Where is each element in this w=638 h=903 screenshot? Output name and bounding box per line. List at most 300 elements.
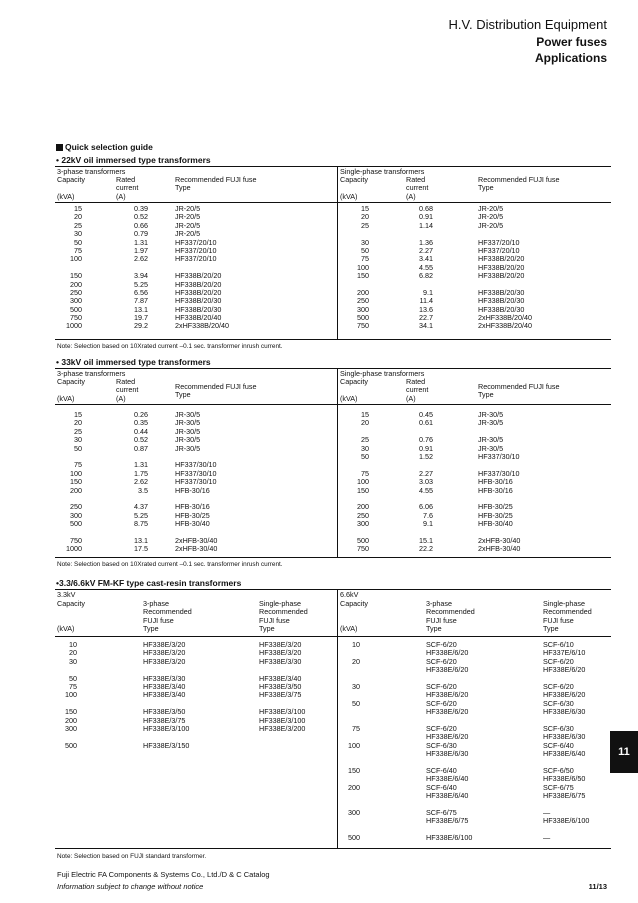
table-cell: 9.1 — [423, 287, 433, 297]
s2-right-cap-hdr: Capacity (kVA) — [340, 377, 368, 403]
table-cell: 2.27 — [419, 245, 433, 255]
table-cell: HFB-30/25 — [478, 502, 513, 512]
table-cell: HF338E/3/30 — [259, 656, 302, 666]
header-category: H.V. Distribution Equipment — [448, 17, 607, 32]
table-cell: HF338E/6/30 — [543, 732, 586, 742]
table-cell: HF338E/6/100 — [426, 832, 473, 842]
table-cell: 1.31 — [134, 460, 148, 470]
table-cell: 50 — [74, 237, 82, 247]
table-cell: 3.03 — [419, 477, 433, 487]
table-cell: 15 — [361, 204, 369, 213]
table-cell: 150 — [65, 707, 77, 717]
table-cell: SCF-6/20 — [426, 656, 457, 666]
table-cell: HF338E/3/200 — [259, 723, 306, 733]
s2-left-cur-col — [115, 411, 148, 554]
table-cell: 100 — [70, 468, 82, 478]
section3-divider — [337, 589, 338, 848]
table-cell: 20 — [361, 212, 369, 222]
guide-title-text: Quick selection guide — [65, 142, 153, 152]
table-cell: 7.6 — [423, 510, 433, 520]
s1-left-cap-col — [55, 205, 82, 331]
table-cell: HF338E/6/75 — [426, 816, 469, 826]
table-cell: 200 — [357, 287, 369, 297]
table-cell: HF338E/3/100 — [259, 715, 306, 725]
section1-top-rule — [55, 166, 611, 167]
table-cell: HF338E/3/20 — [259, 640, 302, 649]
table-cell: 200 — [65, 715, 77, 725]
table-cell: 300 — [70, 510, 82, 520]
table-cell: HF338B/20/30 — [478, 304, 525, 314]
table-cell: 1.36 — [419, 237, 433, 247]
table-cell: SCF-6/20 — [426, 698, 457, 708]
table-cell: HF338E/3/100 — [259, 707, 306, 717]
table-cell: 750 — [70, 535, 82, 545]
table-cell: 2xHFB-30/40 — [175, 535, 218, 545]
table-cell: HF337E/6/10 — [543, 648, 586, 658]
table-cell: SCF-6/30 — [543, 698, 574, 708]
table-cell: 100 — [357, 477, 369, 487]
section1-bottom-rule — [55, 339, 611, 340]
table-cell: 500 — [357, 313, 369, 323]
square-bullet-icon — [56, 144, 63, 151]
section3-bottom-rule — [55, 848, 611, 849]
table-cell: 1000 — [66, 321, 82, 331]
table-cell: 2xHFB-30/40 — [478, 535, 521, 545]
table-cell: SCF-6/40 — [543, 740, 574, 750]
table-cell: 30 — [352, 681, 360, 691]
table-cell: 20 — [352, 656, 360, 666]
table-cell: 4.55 — [419, 485, 433, 495]
table-cell: 6.82 — [419, 271, 433, 281]
table-cell: HF338B/20/20 — [175, 287, 222, 297]
header-title: Power fuses — [536, 35, 607, 49]
table-cell: 8.75 — [134, 519, 148, 529]
table-cell: JR-20/5 — [175, 212, 201, 222]
table-cell: 200 — [357, 502, 369, 512]
table-cell: 0.66 — [134, 220, 148, 230]
table-cell: 0.91 — [419, 212, 433, 222]
table-cell: 15 — [74, 410, 82, 419]
table-cell: JR-30/5 — [478, 435, 504, 445]
table-cell: HF338E/6/40 — [426, 774, 469, 784]
table-cell: 50 — [74, 443, 82, 453]
section3-title: •3.3/6.6kV FM-KF type cast-resin transformers — [56, 578, 242, 588]
table-cell — [340, 817, 360, 825]
section1-title: • 22kV oil immersed type transformers — [56, 155, 211, 165]
table-cell: HFB-30/16 — [478, 477, 513, 487]
table-cell: 25 — [74, 426, 82, 436]
table-cell: 50 — [361, 451, 369, 461]
section2-divider — [337, 368, 338, 557]
s2-left-cap-col — [55, 411, 82, 554]
table-cell: JR-30/5 — [175, 443, 201, 453]
s2-left-cap-hdr: Capacity (kVA) — [57, 377, 85, 403]
table-cell: 75 — [361, 254, 369, 264]
s1-right-fuse-hdr: Recommended FUJI fuse Type — [478, 175, 560, 193]
s3-left-p3-col — [143, 641, 189, 750]
table-cell: 100 — [70, 254, 82, 264]
table-cell: JR-30/5 — [478, 410, 504, 419]
table-cell: 75 — [352, 723, 360, 733]
table-cell: 0.52 — [134, 212, 148, 222]
s1-right-cap-hdr: Capacity (kVA) — [340, 175, 368, 201]
table-cell: 150 — [348, 765, 360, 775]
table-cell: 15 — [74, 204, 82, 213]
table-cell: 0.26 — [134, 410, 148, 419]
table-cell: 200 — [348, 782, 360, 792]
table-cell: HF337/30/10 — [175, 477, 217, 487]
table-cell: HF338E/6/20 — [543, 665, 586, 675]
table-cell: 0.39 — [134, 204, 148, 213]
table-cell: HF337/30/10 — [175, 460, 217, 470]
table-cell: SCF-6/75 — [426, 807, 457, 817]
table-cell: HF337/20/10 — [478, 245, 520, 255]
table-cell: HF337/30/10 — [478, 451, 520, 461]
table-cell: HF338B/20/30 — [478, 296, 525, 306]
table-cell: HF338E/3/30 — [143, 673, 186, 683]
table-cell: 50 — [69, 673, 77, 683]
table-cell: 15 — [361, 410, 369, 419]
s1-left-fuse-hdr: Recommended FUJI fuse Type — [175, 175, 257, 193]
table-cell: HF338E/6/20 — [426, 665, 469, 675]
section2-bottom-rule — [55, 557, 611, 558]
table-cell: HF338E/3/50 — [259, 681, 302, 691]
table-cell: HF338E/6/20 — [426, 690, 469, 700]
table-cell: HF338E/3/100 — [143, 723, 190, 733]
table-cell: SCF-6/75 — [543, 782, 574, 792]
table-cell: HF337/20/10 — [175, 254, 217, 264]
table-cell: 3.41 — [419, 254, 433, 264]
s2-right-type-col — [478, 411, 520, 554]
section2-title: • 33kV oil immersed type transformers — [56, 357, 211, 367]
s3-left-p1-hdr: Single-phase Recommended FUJI fuse Type — [259, 599, 308, 634]
table-cell: 29.2 — [134, 321, 148, 331]
table-cell: 300 — [65, 723, 77, 733]
table-cell: 75 — [74, 245, 82, 255]
table-cell — [340, 708, 360, 716]
s3-right-p3-hdr: 3-phase Recommended FUJI fuse Type — [426, 599, 475, 634]
table-cell: 750 — [357, 321, 369, 331]
s1-right-cur-hdr: Rated current (A) — [406, 175, 429, 201]
table-cell: HF338E/3/20 — [143, 648, 186, 658]
table-cell: 2xHF338B/20/40 — [478, 313, 532, 323]
section3-top-rule — [55, 589, 611, 590]
table-cell: 30 — [74, 229, 82, 239]
table-cell: 13.1 — [134, 535, 148, 545]
table-cell: 22.7 — [419, 313, 433, 323]
section3-header-rule — [55, 636, 611, 637]
table-cell: JR-30/5 — [175, 435, 201, 445]
section2-top-rule — [55, 368, 611, 369]
header-subtitle: Applications — [534, 51, 607, 65]
table-cell: 20 — [69, 648, 77, 658]
table-cell: 150 — [70, 477, 82, 487]
table-cell: 4.55 — [419, 262, 433, 272]
table-cell: HF338E/3/20 — [143, 640, 186, 649]
table-cell: HF338E/6/40 — [426, 791, 469, 801]
table-cell: HF338B/20/20 — [478, 254, 525, 264]
table-cell: 0.91 — [419, 443, 433, 453]
table-cell: 25 — [361, 435, 369, 445]
s2-left-cur-hdr: Rated current (A) — [116, 377, 139, 403]
table-cell: HF337/30/10 — [478, 468, 520, 478]
table-cell: 200 — [70, 279, 82, 289]
table-cell: SCF-6/20 — [543, 656, 574, 666]
table-cell: 150 — [357, 271, 369, 281]
table-cell: SCF-6/40 — [426, 782, 457, 792]
table-cell: 0.44 — [134, 426, 148, 436]
table-cell: HFB-30/40 — [478, 519, 513, 529]
table-cell: 10 — [352, 640, 360, 649]
table-cell: 250 — [357, 296, 369, 306]
s3-left-cap-hdr: Capacity (kVA) — [57, 599, 85, 634]
s2-right-group: Single-phase transformers — [340, 369, 425, 378]
table-cell: 0.45 — [419, 410, 433, 419]
table-cell: 30 — [74, 435, 82, 445]
table-cell: SCF-6/20 — [426, 723, 457, 733]
table-cell: HFB-30/40 — [175, 519, 210, 529]
s3-left-cap-col — [55, 641, 77, 750]
table-cell: 300 — [357, 304, 369, 314]
table-cell: 750 — [70, 313, 82, 323]
section1-header-rule — [55, 202, 611, 203]
table-cell: HF338B/20/20 — [478, 271, 525, 281]
table-cell: 500 — [357, 535, 369, 545]
table-cell: HF338B/20/40 — [175, 313, 222, 323]
table-cell: JR-30/5 — [175, 426, 201, 436]
table-cell: 19.7 — [134, 313, 148, 323]
table-cell: 300 — [357, 519, 369, 529]
table-cell: 17.5 — [134, 544, 148, 554]
table-cell: 500 — [348, 832, 360, 842]
table-cell: HF338E/3/40 — [259, 673, 302, 683]
table-cell — [259, 733, 305, 741]
table-cell: HF338B/20/30 — [478, 287, 525, 297]
table-cell: 2.62 — [134, 477, 148, 487]
table-cell: HF338E/6/20 — [426, 648, 469, 658]
table-cell: JR-30/5 — [478, 418, 504, 428]
s2-right-cur-hdr: Rated current (A) — [406, 377, 429, 403]
table-cell: HF338E/3/40 — [143, 690, 186, 700]
table-cell: HF338B/20/20 — [478, 262, 525, 272]
table-cell: 11.4 — [419, 296, 433, 306]
table-cell: 25 — [361, 220, 369, 230]
table-cell: JR-20/5 — [175, 220, 201, 230]
s3-right-cap-hdr: Capacity (kVA) — [340, 599, 368, 634]
s2-right-fuse-hdr: Recommended FUJI fuse Type — [478, 382, 560, 400]
table-cell: 0.68 — [419, 204, 433, 213]
table-cell: HF337/20/10 — [175, 237, 217, 247]
table-cell: — — [543, 832, 551, 842]
s3-left-group: 3.3kV — [57, 590, 76, 599]
table-cell: 75 — [361, 468, 369, 478]
table-cell: 2xHFB-30/40 — [175, 544, 218, 554]
footer-disclaimer: Information subject to change without notice — [57, 882, 204, 891]
table-cell: HF338E/6/20 — [543, 690, 586, 700]
s1-right-cap-col — [340, 205, 369, 331]
table-cell: JR-20/5 — [175, 229, 201, 239]
s2-right-cur-col — [400, 411, 433, 554]
section2-header-rule — [55, 404, 611, 405]
table-cell: SCF-6/40 — [426, 765, 457, 775]
table-cell: 1.52 — [419, 451, 433, 461]
table-cell: SCF-6/30 — [426, 740, 457, 750]
table-cell: HF338E/6/20 — [426, 707, 469, 717]
table-cell: 100 — [357, 262, 369, 272]
table-cell: 2.27 — [419, 468, 433, 478]
table-cell — [340, 666, 360, 674]
table-cell: 9.1 — [423, 519, 433, 529]
table-cell: SCF-6/20 — [426, 640, 457, 649]
table-cell: HF338E/3/150 — [143, 740, 190, 750]
s1-left-type-col — [175, 205, 229, 331]
table-cell — [340, 750, 360, 758]
s2-left-fuse-hdr: Recommended FUJI fuse Type — [175, 382, 257, 400]
chapter-tab: 11 — [610, 731, 638, 773]
table-cell: 34.1 — [419, 321, 433, 331]
table-cell: 1.14 — [419, 220, 433, 230]
table-cell: 0.76 — [419, 435, 433, 445]
footer-company: Fuji Electric FA Components & Systems Co., Ltd./D & C Catalog — [57, 870, 270, 879]
guide-title — [56, 142, 153, 152]
table-cell: 20 — [74, 418, 82, 428]
table-cell: HFB-30/25 — [478, 510, 513, 520]
table-cell: 100 — [65, 690, 77, 700]
table-cell: 22.2 — [419, 544, 433, 554]
table-cell: HF338B/20/30 — [175, 296, 222, 306]
table-cell: SCF-6/10 — [543, 640, 574, 649]
section1-divider — [337, 166, 338, 339]
table-cell: 1.97 — [134, 245, 148, 255]
table-cell: 1.31 — [134, 237, 148, 247]
table-cell: 25 — [74, 220, 82, 230]
s1-left-group: 3-phase transformers — [57, 167, 126, 176]
table-cell: HF338E/6/100 — [543, 816, 590, 826]
table-cell: HF338B/20/20 — [175, 271, 222, 281]
table-cell: 150 — [70, 271, 82, 281]
table-cell: HF338E/3/20 — [259, 648, 302, 658]
table-cell: 500 — [70, 304, 82, 314]
table-cell — [340, 792, 360, 800]
table-cell: 300 — [348, 807, 360, 817]
table-cell: — — [543, 807, 551, 817]
table-cell: SCF-6/20 — [543, 681, 574, 691]
table-cell: JR-30/5 — [175, 410, 201, 419]
s1-right-cur-col — [400, 205, 433, 331]
table-cell — [259, 742, 305, 750]
table-cell: SCF-6/50 — [543, 765, 574, 775]
table-cell: 0.79 — [134, 229, 148, 239]
s1-right-group: Single-phase transformers — [340, 167, 425, 176]
table-cell: 0.35 — [134, 418, 148, 428]
table-cell: HF338E/6/30 — [543, 707, 586, 717]
table-cell: HF338E/6/40 — [543, 749, 586, 759]
table-cell: 500 — [70, 519, 82, 529]
table-cell: JR-20/5 — [478, 204, 504, 213]
table-cell: 30 — [361, 443, 369, 453]
s1-left-cap-hdr: Capacity (kVA) — [57, 175, 85, 201]
s1-right-type-col — [478, 205, 532, 331]
table-cell: 500 — [65, 740, 77, 750]
table-cell: HF337/20/10 — [175, 245, 217, 255]
s3-right-p3-col — [426, 641, 472, 842]
table-cell: HF338E/3/40 — [143, 681, 186, 691]
table-cell: 250 — [70, 502, 82, 512]
table-cell: HF337/30/10 — [175, 468, 217, 478]
table-cell: 2xHF338B/20/40 — [175, 321, 229, 331]
table-cell: 75 — [74, 460, 82, 470]
table-cell: 2xHF338B/20/40 — [478, 321, 532, 331]
table-cell: 10 — [69, 640, 77, 649]
table-cell: 6.06 — [419, 502, 433, 512]
table-cell: 200 — [70, 485, 82, 495]
table-cell: 5.25 — [134, 279, 148, 289]
table-cell: JR-20/5 — [478, 212, 504, 222]
table-cell: 30 — [361, 237, 369, 247]
table-cell: HF337/20/10 — [478, 237, 520, 247]
table-cell: HF338E/3/75 — [259, 690, 302, 700]
table-cell: HF338E/6/50 — [543, 774, 586, 784]
table-cell: HFB-30/16 — [175, 502, 210, 512]
table-cell: 150 — [357, 485, 369, 495]
table-cell: HF338E/3/20 — [143, 656, 186, 666]
table-cell: 2.62 — [134, 254, 148, 264]
s2-right-cap-col — [340, 411, 369, 554]
table-cell: SCF-6/20 — [426, 681, 457, 691]
s3-right-group: 6.6kV — [340, 590, 359, 599]
table-cell: HFB-30/25 — [175, 510, 210, 520]
table-cell: 4.37 — [134, 502, 148, 512]
table-cell: 0.61 — [419, 418, 433, 428]
table-cell: 15.1 — [419, 535, 433, 545]
table-cell: 6.56 — [134, 287, 148, 297]
table-cell: 250 — [357, 510, 369, 520]
table-cell: JR-30/5 — [175, 418, 201, 428]
table-cell: 250 — [70, 287, 82, 297]
s1-left-cur-col — [115, 205, 148, 331]
s3-right-p1-col — [543, 641, 589, 842]
s3-right-p1-hdr: Single-phase Recommended FUJI fuse Type — [543, 599, 592, 634]
table-cell: 0.87 — [134, 443, 148, 453]
table-cell: 30 — [69, 656, 77, 666]
s1-left-cur-hdr: Rated current (A) — [116, 175, 139, 201]
s2-left-type-col — [175, 411, 217, 554]
table-cell: HF338E/6/20 — [426, 732, 469, 742]
table-cell: HF338E/6/75 — [543, 791, 586, 801]
section1-note: Note: Selection based on 10Xrated current –0.1 sec. transformer inrush current. — [57, 343, 283, 350]
table-cell: HF338E/6/30 — [426, 749, 469, 759]
table-cell: 20 — [74, 212, 82, 222]
table-cell: 5.25 — [134, 510, 148, 520]
table-cell: 75 — [69, 681, 77, 691]
table-cell: 1.75 — [134, 468, 148, 478]
table-cell: 7.87 — [134, 296, 148, 306]
footer-page-number: 11/13 — [588, 882, 607, 891]
table-cell: 750 — [357, 544, 369, 554]
s3-left-p1-col — [259, 641, 305, 750]
table-cell: 3.5 — [138, 485, 148, 495]
s2-left-group: 3-phase transformers — [57, 369, 126, 378]
table-cell: 13.1 — [134, 304, 148, 314]
table-cell: HFB-30/16 — [175, 485, 210, 495]
table-cell: 2xHFB-30/40 — [478, 544, 521, 554]
table-cell: HF338E/3/50 — [143, 707, 186, 717]
table-cell: 3.94 — [134, 271, 148, 281]
table-cell: JR-30/5 — [478, 443, 504, 453]
table-cell: 50 — [352, 698, 360, 708]
table-cell: 1000 — [66, 544, 82, 554]
section2-note: Note: Selection based on 10Xrated current –0.1 sec. transformer inrush current. — [57, 561, 283, 568]
